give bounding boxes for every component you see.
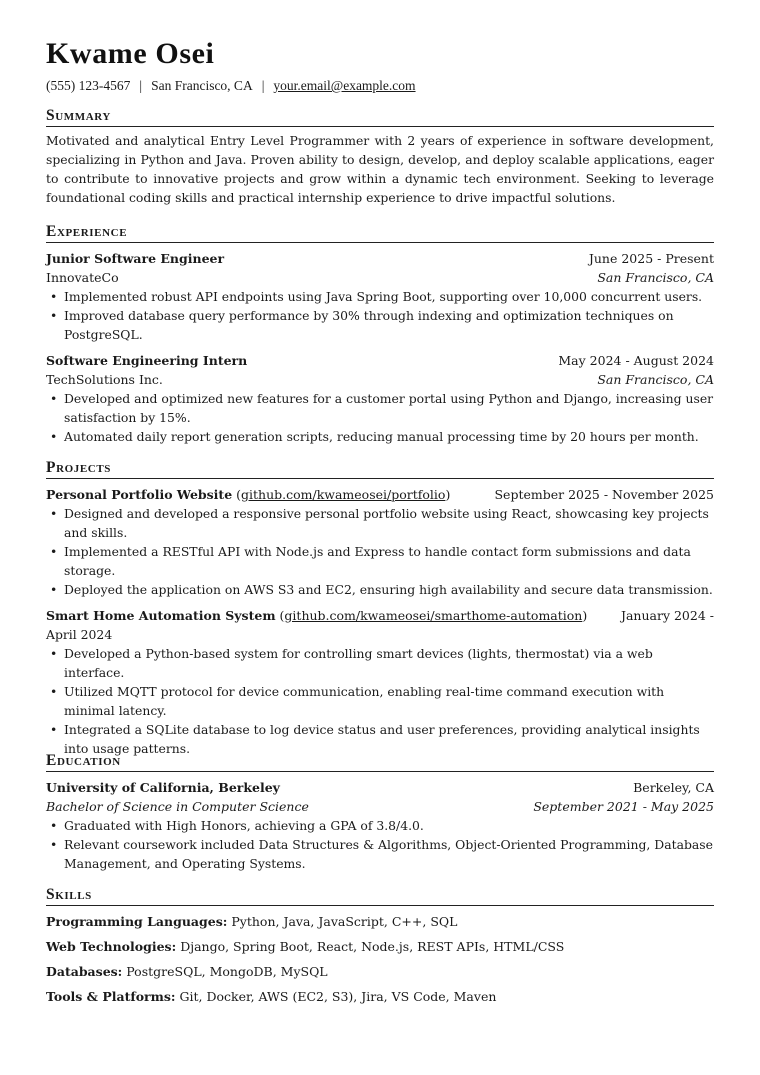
- bullet-item: • Developed and optimized new features for a customer portal using Python and Django, increasing user satisfaction by 15%.: [46, 389, 714, 427]
- experience-entry: [46, 351, 714, 446]
- school-location: Berkeley, CA: [633, 780, 714, 795]
- job-dates: June 2025 - Present: [588, 251, 714, 266]
- bullet-list: [46, 389, 714, 446]
- bullet-item: • Developed a Python-based system for controlling smart devices (lights, thermostat) via a web interface.: [46, 644, 714, 682]
- bullet-list: [46, 504, 714, 599]
- company-name: InnovateCo: [46, 270, 119, 285]
- job-location: San Francisco, CA: [597, 270, 714, 285]
- project-dates-end: April 2024: [46, 627, 113, 642]
- skill-row: [46, 987, 714, 1006]
- project-link[interactable]: github.com/kwameosei/smarthome-automation: [284, 608, 583, 623]
- education-section: [46, 751, 714, 873]
- project-dates: September 2025 - November 2025: [494, 487, 714, 502]
- project-name: Smart Home Automation System: [46, 608, 276, 623]
- location: San Francisco, CA: [151, 78, 253, 93]
- bullet-item: • Improved database query performance by 30% through indexing and optimization techniques on PostgreSQL.: [46, 306, 714, 344]
- job-location: San Francisco, CA: [597, 372, 714, 387]
- project-name: Personal Portfolio Website: [46, 487, 233, 502]
- project-entry: Personal Portfolio Website (github.com/kwameosei/portfolio) September 2025 - November 2025 • Designed and developed a responsive personal portfolio website using React, showcasing key projects and skills. • Implemented a RESTful API with Node.js and Express to handle contact form submissions and data storage. • Deployed the application on AWS S3 and EC2, ensuring high availability and secure data transmission.: [46, 485, 714, 599]
- bullet-item: • Graduated with High Honors, achieving a GPA of 3.8/4.0.: [46, 816, 714, 835]
- skill-value: Python, Java, JavaScript, C++, SQL: [231, 914, 458, 929]
- section-heading-projects: Projects: [46, 458, 714, 479]
- skill-row: [46, 937, 714, 956]
- bullet-item: • Relevant coursework included Data Structures & Algorithms, Object-Oriented Programming, Database Management, and Operating Systems.: [46, 835, 714, 873]
- bullet-item: • Integrated a SQLite database to log device status and user preferences, providing analytical insights into usage patterns.: [46, 720, 714, 758]
- job-dates: May 2024 - August 2024: [558, 353, 714, 368]
- skill-row: [46, 962, 714, 981]
- contact-separator: |: [139, 78, 143, 93]
- skills-section: [46, 885, 714, 1006]
- company-name: TechSolutions Inc.: [46, 372, 163, 387]
- bullet-item: • Utilized MQTT protocol for device communication, enabling real-time command execution with minimal latency.: [46, 682, 714, 720]
- bullet-item: • Implemented a RESTful API with Node.js and Express to handle contact form submissions and data storage.: [46, 542, 714, 580]
- contact-separator: |: [261, 78, 265, 93]
- project-entry: Smart Home Automation System (github.com/kwameosei/smarthome-automation) January 2024 - April 2024 • Developed a Python-based system for controlling smart devices (lights, thermostat) via a web interface. • Utilized MQTT protocol for device communication, enabling real-time command execution with minimal latency. • Integrated a SQLite database to log device status and user preferences, providing analytical insights into usage patterns.: [46, 606, 714, 758]
- skill-label: Databases:: [46, 964, 123, 979]
- skill-label: Tools & Platforms:: [46, 989, 176, 1004]
- skill-value: PostgreSQL, MongoDB, MySQL: [126, 964, 328, 979]
- candidate-name: Kwame Osei: [46, 37, 215, 70]
- skill-label: Programming Languages:: [46, 914, 228, 929]
- bullet-item: • Designed and developed a responsive personal portfolio website using React, showcasing key projects and skills.: [46, 504, 714, 542]
- bullet-list: [46, 644, 714, 758]
- project-link[interactable]: github.com/kwameosei/portfolio: [241, 487, 446, 502]
- education-dates: September 2021 - May 2025: [533, 799, 714, 814]
- section-heading-summary: Summary: [46, 106, 714, 127]
- section-heading-education: Education: [46, 751, 714, 772]
- degree: Bachelor of Science in Computer Science: [46, 799, 309, 814]
- section-heading-skills: Skills: [46, 885, 714, 906]
- bullet-list: [46, 816, 714, 873]
- bullet-item: • Automated daily report generation scripts, reducing manual processing time by 20 hours per month.: [46, 427, 714, 446]
- project-dates-start: January 2024 -: [620, 608, 714, 623]
- contact-line: [46, 77, 416, 95]
- skill-value: Git, Docker, AWS (EC2, S3), Jira, VS Code, Maven: [179, 989, 497, 1004]
- email-link[interactable]: your.email@example.com: [273, 78, 416, 93]
- phone-number: (555) 123-4567: [46, 78, 131, 93]
- skill-row: [46, 912, 714, 931]
- job-title: Software Engineering Intern: [46, 353, 248, 368]
- bullet-list: [46, 287, 714, 344]
- experience-section: [46, 222, 714, 446]
- school-name: University of California, Berkeley: [46, 780, 280, 795]
- projects-section: [46, 458, 714, 758]
- job-title: Junior Software Engineer: [46, 251, 225, 266]
- experience-entry: [46, 249, 714, 344]
- bullet-item: • Deployed the application on AWS S3 and EC2, ensuring high availability and secure data transmission.: [46, 580, 714, 599]
- summary-section: [46, 106, 714, 207]
- skill-label: Web Technologies:: [46, 939, 177, 954]
- summary-text: Motivated and analytical Entry Level Programmer with 2 years of experience in software development, specializing in Python and Java. Proven ability to design, develop, and deploy scalable applications, eager to contribute to innovative projects and grow within a dynamic tech environment. Seeking to leverage foundational coding skills and practical internship experience to drive impactful solutions.: [46, 133, 714, 205]
- section-heading-experience: Experience: [46, 222, 714, 243]
- bullet-item: • Implemented robust API endpoints using Java Spring Boot, supporting over 10,000 concurrent users.: [46, 287, 714, 306]
- skill-value: Django, Spring Boot, React, Node.js, REST APIs, HTML/CSS: [180, 939, 565, 954]
